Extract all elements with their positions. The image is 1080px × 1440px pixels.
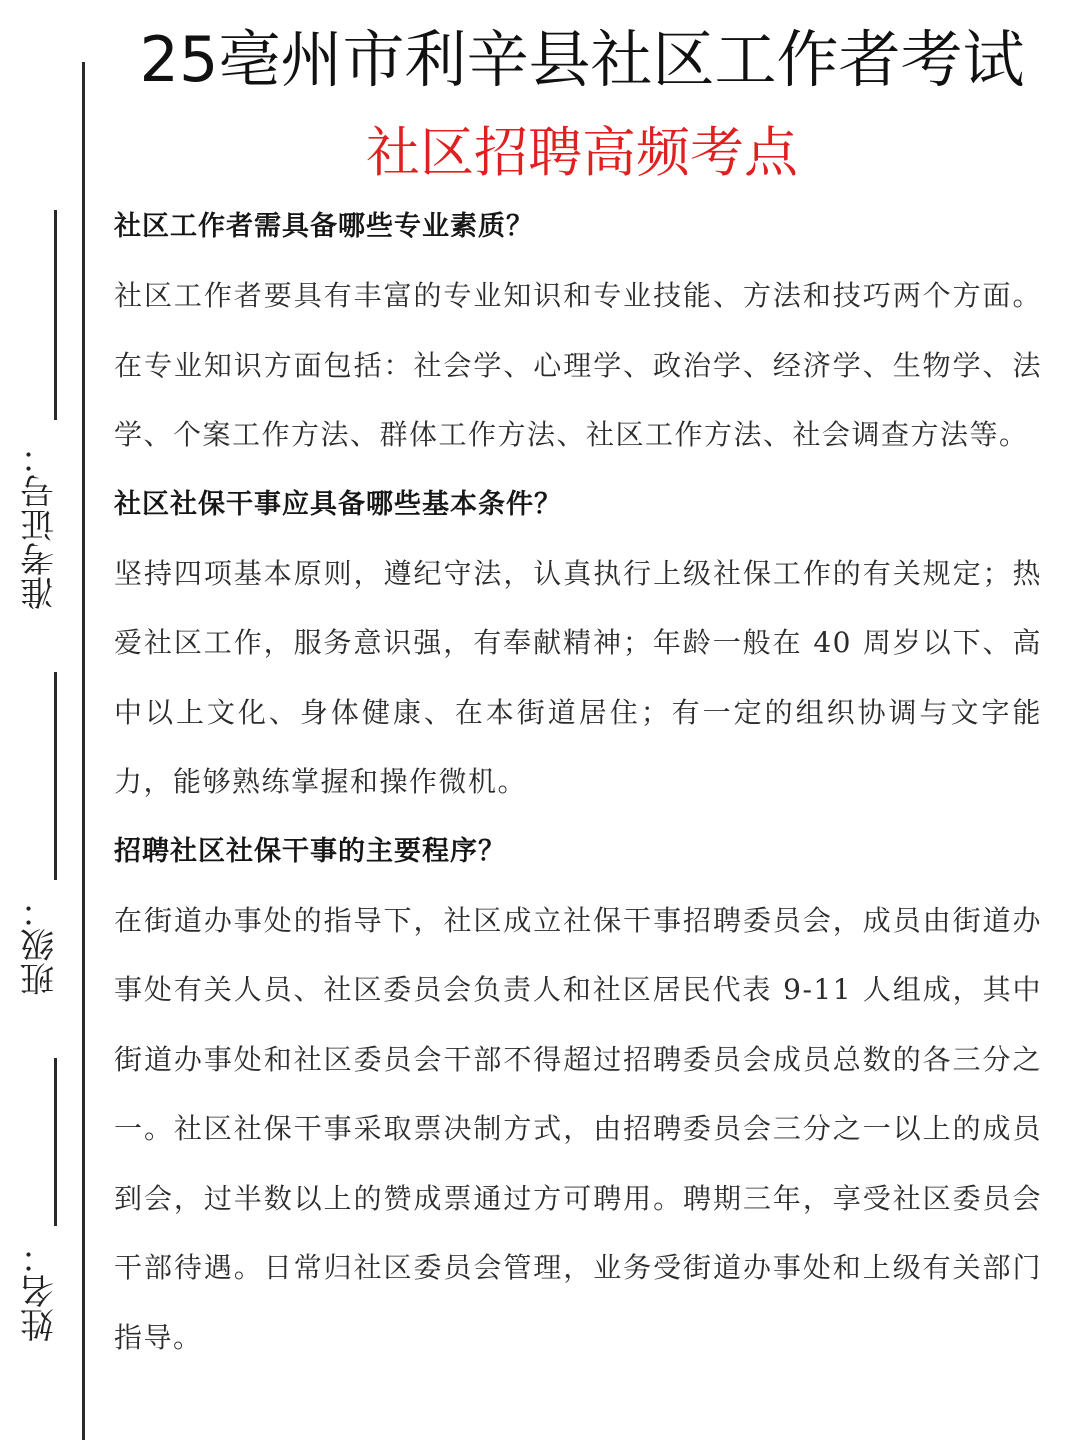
page-subtitle: 社区招聘高频考点 <box>366 121 798 184</box>
answer-paragraph: 社区工作者要具有丰富的专业知识和专业技能、方法和技巧两个方面。在专业知识方面包括：社会学、心理学、政治学、经济学、生物学、法学、个案工作方法、群体工作方法、社区工作方法、社会调查方法等。 <box>114 279 1042 451</box>
qa-content <box>114 192 1042 1372</box>
exam-number-label: 准考证号： <box>20 440 61 610</box>
question-heading: 招聘社区社保干事的主要程序？ <box>114 835 506 867</box>
class-label: 班级： <box>20 894 61 996</box>
question-heading: 社区工作者需具备哪些专业素质？ <box>114 211 534 242</box>
name-label: 姓名： <box>20 1240 61 1342</box>
answer-paragraph: 坚持四项基本原则，遵纪守法，认真执行上级社保工作的有关规定；热爱社区工作，服务意识强，有奉献精神；年龄一般在 40 周岁以下、高中以上文化、身体健康、在本街道居住；有一定的组织协调与文字能力，能够熟练掌握和操作微机。 <box>114 556 1042 798</box>
name-fill-line <box>54 1058 57 1226</box>
class-fill-line <box>54 672 57 880</box>
exam-number-fill-line <box>54 210 57 420</box>
qa-section-professional-quality <box>114 192 1042 470</box>
qa-section-basic-conditions <box>114 470 1042 817</box>
answer-paragraph: 在街道办事处的指导下，社区成立社保干事招聘委员会，成员由街道办事处有关人员、社区委员会负责人和社区居民代表 9-11 人组成，其中街道办事处和社区委员会干部不得超过招聘委员会成员总数的各三分之一。社区社保干事采取票决制方式，由招聘委员会三分之一以上的成员到会，过半数以上的赞成票通过方可聘用。聘期三年，享受社区委员会干部待遇。日常归社区委员会管理，业务受街道办事处和上级有关部门指导。 <box>114 903 1042 1354</box>
page-title: 25亳州市利辛县社区工作者考试 <box>139 23 1025 96</box>
binding-margin-line <box>82 62 85 1440</box>
question-heading: 社区社保干事应具备哪些基本条件？ <box>114 488 562 520</box>
qa-section-recruitment-procedure <box>114 817 1042 1373</box>
